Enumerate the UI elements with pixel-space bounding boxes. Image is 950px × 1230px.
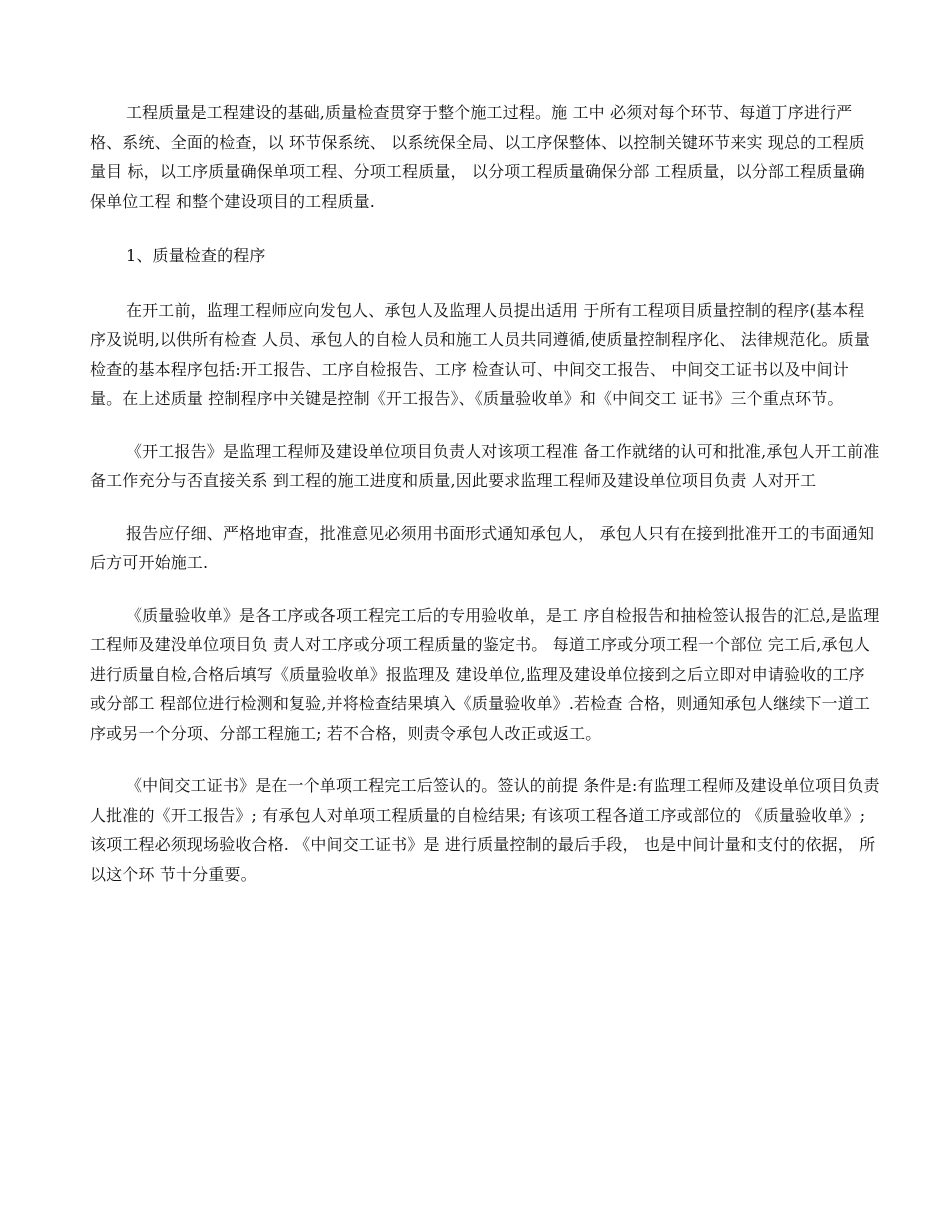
paragraph-procedure: 在开工前，监理工程师应向发包人、承包人及监理人员提出适用 于所有工程项目质量控制的程序(基本程序及说明,以供所有检查 人员、承包人的自检人员和施工人员共同遵循,使质量控制程序化、 法律规范化。质量检查的基本程序包括:开工报告、工序自检报告、工序 检查认可、中间交工报告、 中间交工证书以及中间计量。在上述质量 控制程序中关键是控制《开工报告》、《质量验收单》和《中间交工 证书》三个重点环节。 — [90, 300, 870, 408]
paragraph-report-review: 报告应仔细、严格地审查，批准意见必须用书面形式通知承包人， 承包人只有在接到批准开工的韦面通知后方可开始施工. — [90, 523, 875, 572]
paragraph-interim-certificate: 《中间交工证书》是在一个单项工程完工后签认的。签认的前提 条件是:有监理工程师及建设单位项目负责人批准的《开工报告》; 有承包人对单项工程质量的自检结果; 有该项工程各道工序或部位的 《质量验收单》;该项工程必须现场验收合格. 《中间交工证书》是 进行质量控制的最后手段， 也是中间计量和支付的依据， 所以这个环 节十分重要。 — [90, 776, 880, 884]
document-body — [90, 98, 880, 889]
paragraph-acceptance-form: 《质量验收单》是各工序或各项工程完工后的专用验收单，是工 序自检报告和抽检签认报告的汇总,是监理工程师及建没单位项目负 责人对工序或分项工程质量的鉴定书。 每道工序或分项工程一个部位 完工后,承包人进行质量自检,合格后填写《质量验收单》报监理及 建设单位,监理及建设单位接到之后立即对申请验收的工序或分部工 程部位进行检测和复验,并将检查结果填入《质量验收单》.若检查 合格，则通知承包人继续下一道工序或另一个分项、分部工程施工; 若不合格，则责令承包人改正或返工。 — [90, 605, 880, 743]
paragraph-intro: 工程质量是工程建设的基础,质量检查贯穿于整个施工过程。施 工中 必须对每个环节、每道丁序进行严格、系统、全面的检查，以 环节保系统、 以系统保全局、以工序保整体、以控制关键环节来实 现总的工程质量目 标，以工序质量确保单项工程、分项工程质量， 以分项工程质量确保分部 工程质量，以分部工程质量确保单位工程 和整个建设项目的工程质量. — [90, 103, 865, 211]
paragraph-start-report: 《开工报告》是监理工程师及建设单位项目负责人对该项工程准 备工作就绪的认可和批准,承包人开工前准备工作充分与否直接关系 到工程的施工进度和质量,因此要求监理工程师及建设单位项目负责 人对开工 — [90, 441, 880, 490]
section-heading: 1、质量检查的程序 — [126, 246, 266, 265]
